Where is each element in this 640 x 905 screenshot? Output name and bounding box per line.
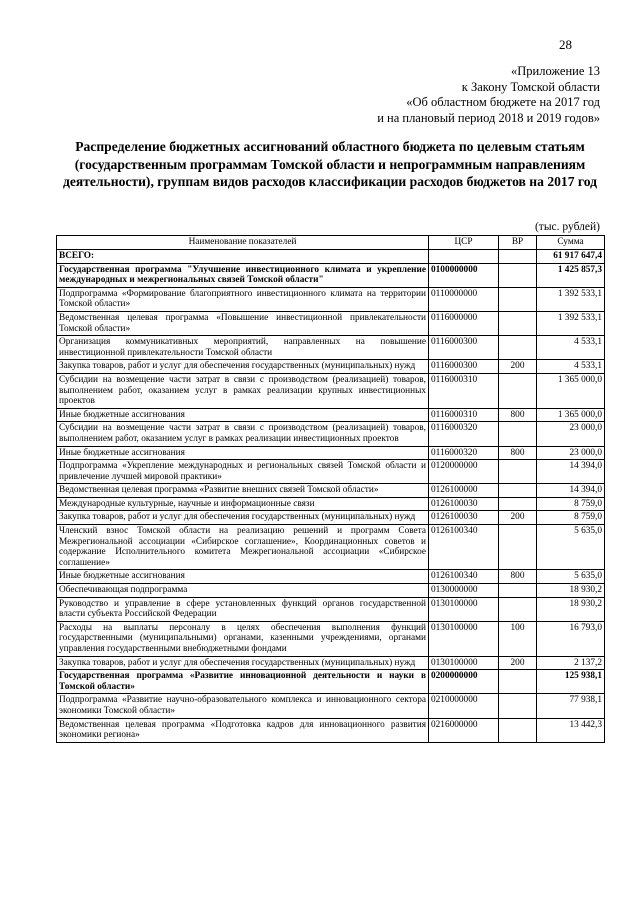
cell-csr: 0126100030 [429, 497, 499, 511]
cell-sum: 18 930,2 [537, 597, 605, 621]
cell-name: Расходы на выплаты персоналу в целях обеспечения выполнения функций государственными (муниципальными) органами, казенными учреждениями, органами управления государственными внебюджетными фондами [57, 621, 429, 656]
cell-sum: 61 917 647,4 [537, 250, 605, 264]
cell-csr: 0200000000 [429, 670, 499, 694]
cell-vr [499, 584, 537, 598]
cell-csr: 0216000000 [429, 718, 499, 742]
table-row [57, 718, 605, 742]
table-row [57, 336, 605, 360]
cell-csr: 0126100030 [429, 511, 499, 525]
cell-sum: 23 000,0 [537, 422, 605, 446]
appendix-line-3: «Об областном бюджете на 2017 год [406, 95, 600, 109]
cell-name: Подпрограмма «Развитие научно-образовательного комплекса и инновационного сектора экономики Томской области» [57, 694, 429, 718]
cell-vr: 200 [499, 511, 537, 525]
table-row [57, 570, 605, 584]
cell-name: Ведомственная целевая программа «Подготовка кадров для инновационного развития экономики региона» [57, 718, 429, 742]
table-row [57, 446, 605, 460]
table-row [57, 360, 605, 374]
cell-sum: 2 137,2 [537, 656, 605, 670]
cell-sum: 14 394,0 [537, 460, 605, 484]
cell-name: Подпрограмма «Укрепление международных и региональных связей Томской области и привлечение лучшей мировой практики» [57, 460, 429, 484]
cell-name: Ведомственная целевая программа «Развитие внешних связей Томской области» [57, 484, 429, 498]
header-name: Наименование показателей [57, 236, 429, 250]
cell-vr [499, 718, 537, 742]
cell-sum: 5 635,0 [537, 570, 605, 584]
cell-name: Иные бюджетные ассигнования [57, 408, 429, 422]
cell-name: Ведомственная целевая программа «Повышение инвестиционной привлекательности Томской области» [57, 311, 429, 335]
cell-csr: 0116000300 [429, 360, 499, 374]
cell-vr: 100 [499, 621, 537, 656]
cell-name: Международные культурные, научные и информационные связи [57, 497, 429, 511]
table-row [57, 460, 605, 484]
cell-csr: 0126100340 [429, 570, 499, 584]
cell-csr: 0116000310 [429, 373, 499, 408]
cell-csr: 0116000310 [429, 408, 499, 422]
cell-sum: 4 533,1 [537, 336, 605, 360]
cell-vr [499, 484, 537, 498]
table-row [57, 484, 605, 498]
table-row [57, 263, 605, 287]
cell-csr: 0116000320 [429, 446, 499, 460]
cell-name: Субсидии на возмещение части затрат в связи с производством (реализацией) товаров, выполнением работ, оказанием услуг в рамках реализации крупных инвестиционных проектов [57, 373, 429, 408]
table-row [57, 250, 605, 264]
appendix-line-1: «Приложение 13 [511, 64, 600, 78]
table-row [57, 311, 605, 335]
table-row [57, 511, 605, 525]
table-row [57, 621, 605, 656]
cell-vr [499, 311, 537, 335]
cell-vr [499, 336, 537, 360]
cell-vr [499, 597, 537, 621]
cell-vr: 800 [499, 446, 537, 460]
cell-name: Обеспечивающая подпрограмма [57, 584, 429, 598]
cell-name: Закупка товаров, работ и услуг для обеспечения государственных (муниципальных) нужд [57, 360, 429, 374]
header-csr: ЦСР [429, 236, 499, 250]
cell-csr: 0116000300 [429, 336, 499, 360]
cell-csr: 0130000000 [429, 584, 499, 598]
cell-sum: 23 000,0 [537, 446, 605, 460]
cell-csr: 0120000000 [429, 460, 499, 484]
cell-sum: 125 938,1 [537, 670, 605, 694]
cell-sum: 16 793,0 [537, 621, 605, 656]
cell-sum: 14 394,0 [537, 484, 605, 498]
cell-vr [499, 497, 537, 511]
table-row [57, 670, 605, 694]
cell-name: Иные бюджетные ассигнования [57, 570, 429, 584]
table-row [57, 525, 605, 570]
document-title: Распределение бюджетных ассигнований областного бюджета по целевым статьям (государственным программам Томской области и непрограммным направлениям деятельности), группам видов расходов классификации расходов бюджетов на 2017 год [62, 139, 598, 189]
cell-csr: 0110000000 [429, 287, 499, 311]
cell-sum: 18 930,2 [537, 584, 605, 598]
cell-name: ВСЕГО: [57, 250, 429, 264]
header-vr: ВР [499, 236, 537, 250]
cell-vr: 800 [499, 570, 537, 584]
table-row [57, 694, 605, 718]
cell-vr [499, 694, 537, 718]
cell-vr: 200 [499, 656, 537, 670]
cell-csr: 0100000000 [429, 263, 499, 287]
cell-sum: 1 365 000,0 [537, 408, 605, 422]
cell-vr: 200 [499, 360, 537, 374]
cell-vr [499, 250, 537, 264]
cell-name: Подпрограмма «Формирование благоприятного инвестиционного климата на территории Томской области» [57, 287, 429, 311]
cell-csr: 0130100000 [429, 597, 499, 621]
cell-name: Закупка товаров, работ и услуг для обеспечения государственных (муниципальных) нужд [57, 656, 429, 670]
table-row [57, 656, 605, 670]
table-row [57, 497, 605, 511]
cell-name: Руководство и управление в сфере установленных функций органов государственной власти субъекта Российской Федерации [57, 597, 429, 621]
cell-csr: 0130100000 [429, 621, 499, 656]
table-row [57, 597, 605, 621]
cell-sum: 8 759,0 [537, 511, 605, 525]
cell-sum: 5 635,0 [537, 525, 605, 570]
cell-name: Государственная программа "Улучшение инвестиционного климата и укрепление международных и межрегиональных связей Томской области" [57, 263, 429, 287]
cell-sum: 77 938,1 [537, 694, 605, 718]
table-row [57, 584, 605, 598]
cell-sum: 4 533,1 [537, 360, 605, 374]
cell-name: Субсидии на возмещение части затрат в связи с производством (реализацией) товаров, выполнением работ, оказанием услуг в рамках реализации инвестиционных проектов [57, 422, 429, 446]
cell-vr [499, 670, 537, 694]
cell-sum: 1 392 533,1 [537, 287, 605, 311]
appendix-block [377, 64, 600, 126]
table-row [57, 408, 605, 422]
cell-csr: 0210000000 [429, 694, 499, 718]
cell-vr [499, 525, 537, 570]
cell-csr [429, 250, 499, 264]
cell-csr: 0126100000 [429, 484, 499, 498]
cell-name: Членский взнос Томской области на реализацию решений и программ Совета Межрегиональной ассоциации «Сибирское соглашение», Координационных советов и содержание Исполнительного комитета Межрегиональной ассоциации «Сибирское соглашение» [57, 525, 429, 570]
cell-csr: 0130100000 [429, 656, 499, 670]
cell-csr: 0116000000 [429, 311, 499, 335]
cell-vr: 800 [499, 408, 537, 422]
cell-vr [499, 263, 537, 287]
appendix-line-2: к Закону Томской области [461, 79, 600, 94]
table-row [57, 422, 605, 446]
table-row [57, 373, 605, 408]
cell-name: Иные бюджетные ассигнования [57, 446, 429, 460]
units-note: (тыс. рублей) [534, 221, 600, 233]
table-header-row [57, 236, 605, 250]
cell-vr [499, 460, 537, 484]
table-row [57, 287, 605, 311]
cell-name: Организация коммуникативных мероприятий, направленных на повышение инвестиционной привлекательности Томской области [57, 336, 429, 360]
budget-table [56, 235, 605, 743]
cell-vr [499, 422, 537, 446]
cell-vr [499, 287, 537, 311]
cell-sum: 13 442,3 [537, 718, 605, 742]
cell-csr: 0116000320 [429, 422, 499, 446]
cell-name: Государственная программа «Развитие инновационной деятельности и науки в Томской области» [57, 670, 429, 694]
cell-sum: 1 365 000,0 [537, 373, 605, 408]
cell-vr [499, 373, 537, 408]
cell-sum: 1 425 857,3 [537, 263, 605, 287]
cell-sum: 8 759,0 [537, 497, 605, 511]
appendix-line-4: и на плановый период 2018 и 2019 годов» [377, 110, 600, 125]
cell-sum: 1 392 533,1 [537, 311, 605, 335]
header-sum: Сумма [537, 236, 605, 250]
cell-name: Закупка товаров, работ и услуг для обеспечения государственных (муниципальных) нужд [57, 511, 429, 525]
page-number: 28 [559, 37, 572, 52]
cell-csr: 0126100340 [429, 525, 499, 570]
